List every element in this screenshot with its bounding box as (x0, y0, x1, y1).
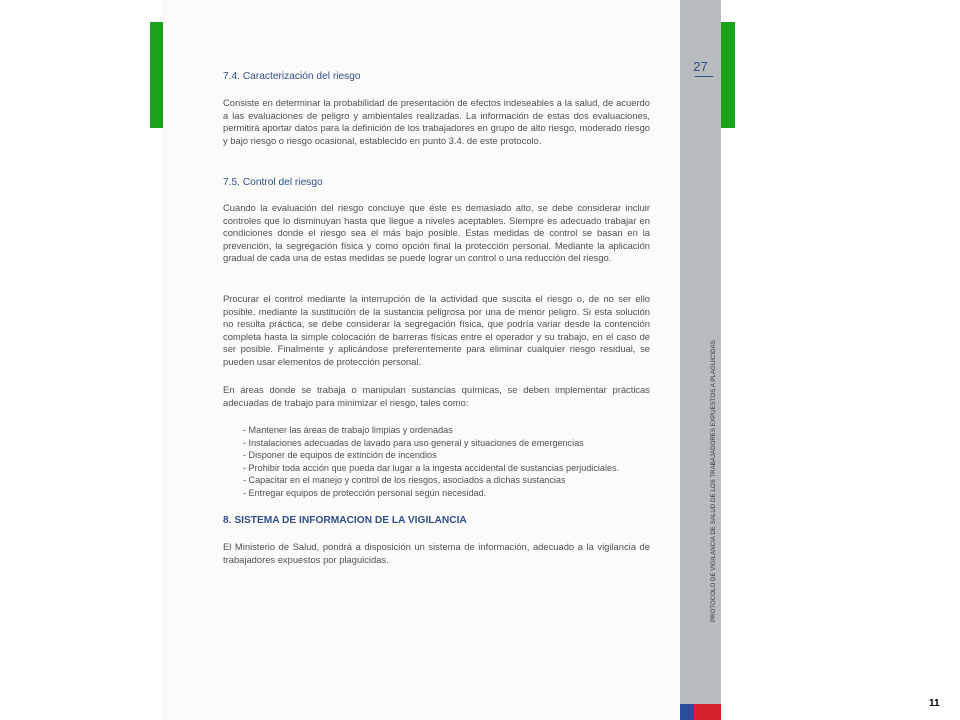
section-7-4-paragraph: Consiste en determinar la probabilidad de presentación de efectos indeseables a la salud, de acuerdo a las evaluaciones de peligro y ambientales realizadas. La información de estas dos evaluaciones, permitirá aportar datos para la definición de los trabajadores en grupo de alto riesgo, moderado riesgo y bajo riesgo o riesgo ocasional, establecido en punto 3.4. de este protocolo. (223, 97, 650, 146)
section-7-5-paragraph-2: Procurar el control mediante la interrupción de la actividad que suscita el riesgo o, de no ser ello posible, mediante la sustitución de la sustancia peligrosa por una de menor peligro. Si esta solución no resulta práctica, se debe considerar la segregación física, que podría variar desde la contención completa hasta la simple colocación de barreras físicas entre el operador y su trabajo, en el caso de ser posible. Finalmente y aplicándose preferentemente para eliminar cualquier riesgo residual, se pueden usar elementos de protección personal. (223, 293, 650, 367)
section-7-5-heading: 7.5. Control del riesgo (223, 177, 323, 188)
list-item: - Mantener las áreas de trabajo limpias y ordenadas (243, 425, 453, 435)
section-7-5-paragraph-3: En áreas donde se trabaja o manipulan sustancias químicas, se deben implementar prácticas adecuadas de trabajo para minimizar el riesgo, tales como: (223, 384, 650, 408)
section-7-4-heading: 7.4. Caracterización del riesgo (223, 71, 361, 82)
page-side-margin (680, 0, 721, 720)
page-number-underline (695, 76, 713, 77)
section-7-5-paragraph-1: Cuando la evaluación del riesgo concluye que éste es demasiado alto, se debe considerar incluir controles que lo disminuyan hasta que llegue a niveles aceptables. Siempre es adecuado trabajar en condiciones donde el riesgo sea el más bajo posible. Estas medidas de control se basan en la prevención, la segregación física y como opción final la protección personal. Mediante la aplicación gradual de cada una de estas medidas se puede lograr un control o una reducción del riesgo. (223, 202, 650, 264)
slide-number: 11 (929, 698, 940, 709)
list-item: - Capacitar en el manejo y control de los riesgos, asociados a dichas sustancias (243, 475, 566, 486)
running-title: PROTOCOLO DE VIGILANCIA DE SALUD DE LOS TRABAJADORES EXPUESTOS A PLAGUICIDAS (710, 340, 717, 622)
list-item: - Instalaciones adecuadas de lavado para uso general y situaciones de emergencias (243, 437, 584, 448)
document-page-number: 27 (693, 59, 708, 74)
list-item: - Disponer de equipos de extinción de incendios (243, 450, 437, 461)
flag-stripe-blue (680, 704, 694, 720)
list-item: - Entregar equipos de protección personal según necesidad. (243, 487, 487, 498)
list-item: - Prohibir toda acción que pueda dar lugar a la ingesta accidental de sustancias perjudiciales. (243, 462, 620, 473)
flag-stripe-red (694, 704, 721, 720)
section-8-paragraph: El Ministerio de Salud, pondrá a disposición un sistema de información, adecuado a la vigilancia de trabajadores expuestos por plaguicidas. (223, 541, 650, 565)
practices-list (243, 424, 663, 500)
left-green-accent-bar (150, 22, 164, 128)
right-green-accent-bar (721, 22, 735, 128)
section-8-heading: 8. SISTEMA DE INFORMACION DE LA VIGILANCIA (223, 515, 467, 526)
